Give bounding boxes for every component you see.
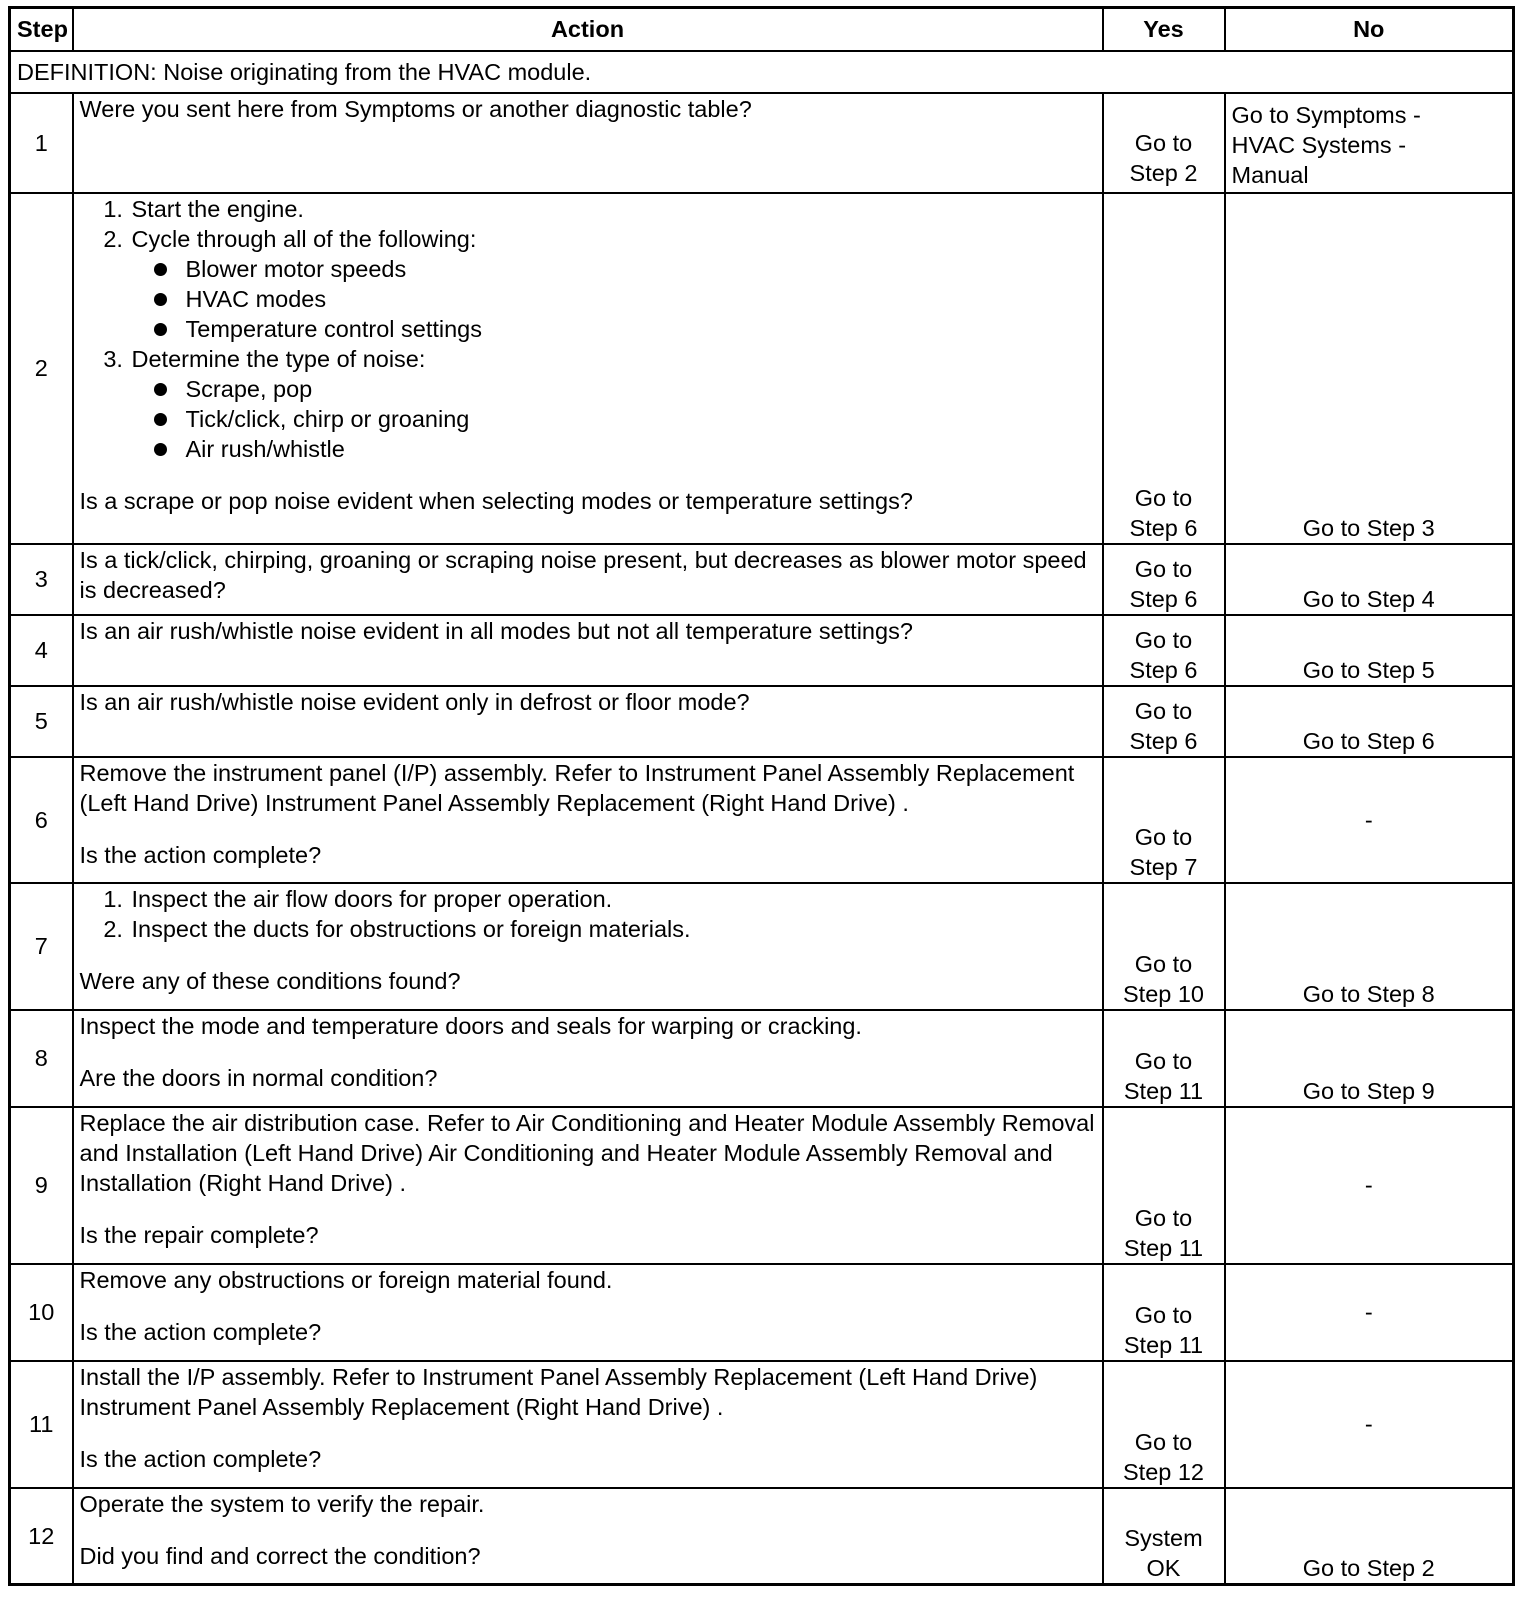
yes-line-2: Step 10 (1122, 980, 1204, 1007)
no-cell: Go to Step 5 (1225, 615, 1514, 686)
step-number: 10 (10, 1264, 73, 1361)
step-number: 4 (10, 615, 73, 686)
yes-line-1: Go to (1134, 1301, 1193, 1328)
table-row (10, 883, 1514, 1010)
yes-line-2: Step 6 (1129, 514, 1198, 541)
no-cell: - (1225, 1107, 1514, 1264)
table-row (10, 1010, 1514, 1107)
header-step: Step (10, 8, 73, 51)
no-cell: Go to Step 2 (1225, 1488, 1514, 1585)
yes-line-1: System (1124, 1525, 1203, 1551)
yes-line-2: Step 12 (1122, 1458, 1204, 1485)
no-cell: Go to Step 4 (1225, 544, 1514, 615)
action-question: Are the doors in normal condition? (79, 1064, 438, 1091)
step-number: 6 (10, 757, 73, 883)
step-number: 9 (10, 1107, 73, 1264)
noise-bullet-list (132, 374, 1096, 464)
action-question: Is a scrape or pop noise evident when selecting modes or temperature settings? (79, 487, 913, 514)
no-cell: Go to Step 3 (1225, 193, 1514, 544)
action-cell (73, 544, 1103, 615)
yes-line-2: Step 6 (1129, 585, 1198, 612)
step-number: 1 (10, 93, 73, 193)
table-row (10, 193, 1514, 544)
bullet-item: Blower motor speeds (182, 254, 1096, 284)
header-yes: Yes (1103, 8, 1225, 51)
procedure-list (80, 884, 1096, 944)
header-no: No (1225, 8, 1514, 51)
yes-line-2: Step 11 (1123, 1077, 1204, 1104)
yes-line-2: Step 7 (1129, 853, 1198, 880)
yes-line-1: Go to (1134, 129, 1193, 156)
yes-cell (1103, 883, 1225, 1010)
yes-cell (1103, 1107, 1225, 1264)
action-question: Were any of these conditions found? (79, 967, 461, 994)
yes-cell (1103, 615, 1225, 686)
yes-line-1: Go to (1134, 1428, 1193, 1455)
yes-cell (1103, 544, 1225, 615)
step-number: 11 (10, 1361, 73, 1488)
table-row (10, 93, 1514, 193)
procedure-list (80, 194, 1096, 464)
step-number: 3 (10, 544, 73, 615)
diagnostic-table-container (8, 6, 1515, 1586)
action-text: Remove the instrument panel (I/P) assembly. Refer to Instrument Panel Assembly Replacement (Left Hand Drive) Instrument Panel Assembly Replacement (Right Hand Drive) . (79, 759, 1075, 816)
action-question: Were you sent here from Symptoms or another diagnostic table? (79, 95, 752, 122)
procedure-item (130, 224, 1096, 344)
definition-row (10, 51, 1514, 93)
action-question: Is the action complete? (79, 1318, 322, 1345)
header-action: Action (73, 8, 1103, 51)
bullet-item: Scrape, pop (182, 374, 1096, 404)
yes-cell (1103, 93, 1225, 193)
action-text: Inspect the mode and temperature doors and seals for warping or cracking. (79, 1012, 862, 1039)
action-text: Remove any obstructions or foreign material found. (79, 1266, 613, 1293)
action-question: Is the action complete? (79, 1445, 322, 1472)
action-cell (73, 686, 1103, 757)
no-cell: - (1225, 1361, 1514, 1488)
no-line-2: HVAC Systems - (1231, 131, 1407, 158)
procedure-item (130, 344, 1096, 464)
table-row (10, 1361, 1514, 1488)
definition-text: DEFINITION: Noise originating from the HVAC module. (10, 51, 1514, 93)
action-question: Did you find and correct the condition? (79, 1542, 481, 1569)
yes-line-1: Go to (1134, 1204, 1193, 1231)
procedure-item: 2. Inspect the ducts for obstructions or foreign materials. (130, 914, 1096, 944)
no-cell (1225, 93, 1514, 193)
action-cell (73, 757, 1103, 883)
no-line-3: Manual (1231, 161, 1309, 188)
table-row (10, 1107, 1514, 1264)
yes-cell (1103, 1264, 1225, 1361)
procedure-item: 1. Start the engine. (130, 194, 1096, 224)
yes-line-1: Go to (1134, 626, 1193, 653)
table-row (10, 544, 1514, 615)
action-cell (73, 615, 1103, 686)
action-question: Is an air rush/whistle noise evident only in defrost or floor mode? (79, 688, 750, 715)
action-text: Operate the system to verify the repair. (79, 1490, 485, 1517)
action-text: Replace the air distribution case. Refer to Air Conditioning and Heater Module Assembly Removal and Installation (Left Hand Drive) Air Conditioning and Heater Module Assembly Removal and Installation (Right Hand Drive) . (79, 1109, 1095, 1196)
yes-line-2: Step 11 (1123, 1331, 1204, 1358)
yes-line-2: Step 6 (1129, 727, 1198, 754)
action-cell (73, 1264, 1103, 1361)
table-row (10, 1488, 1514, 1585)
yes-line-1: Go to (1134, 555, 1193, 582)
step-number: 2 (10, 193, 73, 544)
action-cell (73, 1361, 1103, 1488)
action-cell (73, 1488, 1103, 1585)
no-cell: Go to Step 6 (1225, 686, 1514, 757)
bullet-item: Tick/click, chirp or groaning (182, 404, 1096, 434)
no-line-1: Go to Symptoms - (1231, 101, 1421, 128)
action-question: Is the action complete? (79, 841, 322, 868)
action-cell (73, 883, 1103, 1010)
yes-line-1: Go to (1134, 950, 1193, 977)
table-row (10, 1264, 1514, 1361)
bullet-item: Air rush/whistle (182, 434, 1096, 464)
yes-cell (1103, 1488, 1225, 1585)
no-cell: Go to Step 9 (1225, 1010, 1514, 1107)
action-question: Is a tick/click, chirping, groaning or scraping noise present, but decreases as blower motor speed is decreased? (79, 546, 1087, 603)
yes-line-1: Go to (1134, 697, 1193, 724)
procedure-item-text: Determine the type of noise: (131, 345, 426, 372)
action-cell (73, 1010, 1103, 1107)
yes-cell (1103, 686, 1225, 757)
action-question: Is an air rush/whistle noise evident in all modes but not all temperature settings? (79, 617, 913, 644)
yes-cell (1103, 1361, 1225, 1488)
table-row (10, 757, 1514, 883)
cycle-bullet-list (132, 254, 1096, 344)
yes-line-1: Go to (1134, 823, 1193, 850)
action-cell (73, 1107, 1103, 1264)
yes-line-2: Step 6 (1129, 656, 1198, 683)
procedure-item: 1. Inspect the air flow doors for proper operation. (130, 884, 1096, 914)
step-number: 8 (10, 1010, 73, 1107)
yes-line-2: OK (1146, 1555, 1181, 1581)
diagnostic-table (8, 6, 1515, 1586)
step-number: 12 (10, 1488, 73, 1585)
action-text: Install the I/P assembly. Refer to Instrument Panel Assembly Replacement (Left Hand Drive) Instrument Panel Assembly Replacement (Right Hand Drive) . (79, 1363, 1038, 1420)
bullet-item: HVAC modes (182, 284, 1096, 314)
procedure-item-text: Cycle through all of the following: (131, 225, 477, 252)
action-question: Is the repair complete? (79, 1221, 319, 1248)
yes-cell (1103, 193, 1225, 544)
step-number: 7 (10, 883, 73, 1010)
no-cell: - (1225, 757, 1514, 883)
table-row (10, 686, 1514, 757)
yes-cell (1103, 757, 1225, 883)
yes-line-2: Step 2 (1129, 159, 1198, 186)
action-cell (73, 193, 1103, 544)
yes-cell (1103, 1010, 1225, 1107)
action-cell (73, 93, 1103, 193)
no-cell: - (1225, 1264, 1514, 1361)
yes-line-1: Go to (1134, 484, 1193, 511)
yes-line-2: Step 11 (1123, 1234, 1204, 1261)
yes-line-1: Go to (1134, 1047, 1193, 1074)
no-cell: Go to Step 8 (1225, 883, 1514, 1010)
header-row (10, 8, 1514, 51)
bullet-item: Temperature control settings (182, 314, 1096, 344)
table-row (10, 615, 1514, 686)
step-number: 5 (10, 686, 73, 757)
